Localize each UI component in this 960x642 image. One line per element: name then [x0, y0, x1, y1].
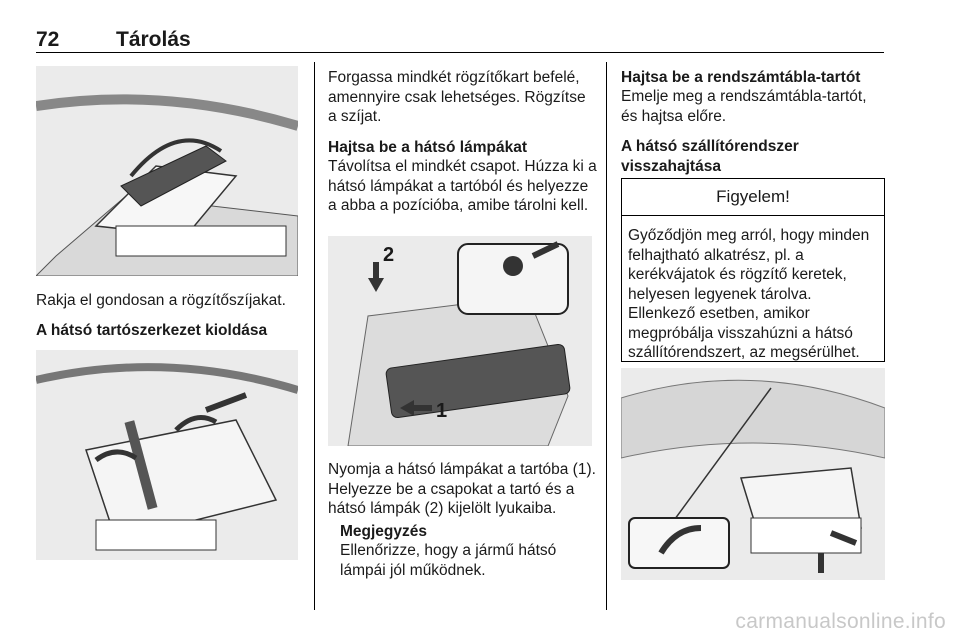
- section-heading-release: A hátsó tartószerkezet kioldása: [36, 322, 268, 339]
- page-title: Tárolás: [116, 28, 191, 51]
- taillight-instructions: Távolítsa el mindkét csapot. Húzza ki a hátsó lámpákat a tartóból és helyezze a abba a pozícióba, amibe tárolni kell.: [328, 158, 597, 214]
- column-divider-2: [606, 62, 607, 610]
- illustration-taillights: [328, 236, 592, 446]
- intro-text: Forgassa mindkét rögzítőkart befelé, amennyire csak lehetséges. Rögzítse a szíjat.: [328, 69, 586, 125]
- illustration-strap-storage: [36, 66, 298, 276]
- caption-straps: Rakja el gondosan a rögzítőszíjakat.: [36, 292, 286, 309]
- warning-text: Győződjön meg arról, hogy minden felhajtható alkatrész, pl. a kerékvájatok és rögzítő keretek, helyesen legyenek tárolva. Ellenkező esetben, amikor megpróbálja visszahúzni a hátsó szállítórendszert, az megsérülhet.: [628, 227, 870, 361]
- illustration-release-carrier: [36, 350, 298, 560]
- column-divider-1: [314, 62, 315, 610]
- page-number: 72: [36, 28, 60, 51]
- illustration-fold-back-carrier: [621, 368, 885, 580]
- watermark: carmanualsonline.info: [735, 610, 946, 633]
- section-heading-license-plate: Hajtsa be a rendszámtábla-tartót: [621, 69, 861, 86]
- callout-2: 2: [383, 244, 395, 266]
- warning-box: [621, 178, 885, 362]
- note-text: Ellenőrizze, hogy a jármű hátsó lámpái jól működnek.: [340, 542, 557, 579]
- section-heading-fold-back: A hátsó szállítórendszer visszahajtása: [621, 138, 799, 175]
- section-heading-taillights: Hajtsa be a hátsó lámpákat: [328, 139, 527, 156]
- warning-title: Figyelem!: [622, 179, 884, 216]
- header-rule: [36, 52, 884, 53]
- license-plate-text: Emelje meg a rendszámtábla-tartót, és hajtsa előre.: [621, 88, 867, 125]
- note-title: Megjegyzés: [340, 523, 428, 540]
- press-taillights-text: Nyomja a hátsó lámpákat a tartóba (1). Helyezze be a csapokat a tartó és a hátsó lámpák (2) kijelölt lyukaiba.: [328, 461, 596, 517]
- callout-1: 1: [436, 400, 448, 422]
